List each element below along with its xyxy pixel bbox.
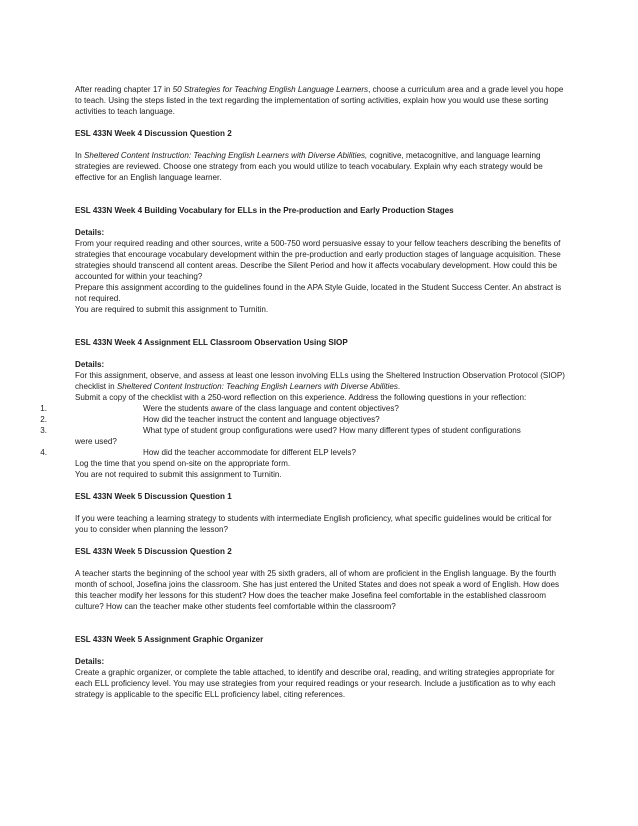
document-body	[40, 84, 565, 700]
week5-dq1-paragraph: If you were teaching a learning strategy to students with intermediate English proficiency, what specific guidelines would be critical for you to consider when planning the lesson?	[75, 514, 552, 534]
heading-week4-siop: ESL 433N Week 4 Assignment ELL Classroom Observation Using SIOP	[75, 338, 348, 347]
details-label: Details:	[75, 657, 105, 666]
heading-week4-dq2: ESL 433N Week 4 Discussion Question 2	[75, 129, 232, 138]
siop-submit-paragraph: Submit a copy of the checklist with a 250-word reflection on this experience. Address the following questions in your reflection:	[75, 393, 527, 402]
intro-paragraph: After reading chapter 17 in 50 Strategies for Teaching English Language Learners, choose a curriculum area and a grade level you hope to teach. Using the steps listed in the text regarding the implementation of sorting activities, explain how you would use these sorting activities to teach language.	[75, 85, 564, 116]
heading-week5-dq2: ESL 433N Week 5 Discussion Question 2	[75, 547, 232, 556]
book-title: 50 Strategies for Teaching English Language Learners	[172, 85, 369, 94]
details-label: Details:	[75, 360, 105, 369]
vocabulary-apa-paragraph: Prepare this assignment according to the guidelines found in the APA Style Guide, located in the Student Success Center. An abstract is not required.	[75, 283, 562, 303]
book-title: Sheltered Content Instruction: Teaching English Learners with Diverse Abilities,	[84, 151, 368, 160]
details-label: Details:	[75, 228, 105, 237]
reflection-question-list	[40, 403, 565, 458]
siop-paragraph: For this assignment, observe, and assess at least one lesson involving ELLs using the Sheltered Instruction Observation Protocol (SIOP) checklist in Sheltered Content Instruction: Teaching English Learners with Diverse Abilities.	[75, 371, 565, 391]
siop-log-paragraph: Log the time that you spend on-site on the appropriate form.	[75, 459, 291, 468]
list-item: 4. How did the teacher accommodate for different ELP levels?	[40, 448, 356, 457]
list-item: 1. Were the students aware of the class language and content objectives?	[40, 404, 399, 413]
dq2-paragraph: In Sheltered Content Instruction: Teaching English Learners with Diverse Abilities, cognitive, metacognitive, and language learning strategies are reviewed. Choose one strategy from each you would utilize to teach vocabulary. Explain why each strategy would be effective for an English language learner.	[75, 151, 543, 182]
list-item: 3. What type of student group configurations were used? How many different types of student configurations	[40, 426, 521, 435]
vocabulary-turnitin-paragraph: You are required to submit this assignment to Turnitin.	[75, 305, 269, 314]
vocabulary-paragraph: From your required reading and other sources, write a 500-750 word persuasive essay to your fellow teachers describing the benefits of strategies that encourage vocabulary development within the pre-production and early production stages of language acquisition. These strategies should transcend all content areas. Describe the Silent Period and how it affects vocabulary development. How could this be accounted for within your teaching?	[75, 239, 561, 281]
heading-week5-graphic-organizer: ESL 433N Week 5 Assignment Graphic Organizer	[75, 635, 264, 644]
heading-week4-building-vocabulary: ESL 433N Week 4 Building Vocabulary for ELLs in the Pre-production and Early Production Stages	[75, 206, 454, 215]
book-title: Sheltered Content Instruction: Teaching English Learners with Diverse Abilities	[116, 382, 398, 391]
list-item: 2. How did the teacher instruct the content and language objectives?	[40, 415, 380, 424]
siop-turnitin-paragraph: You are not required to submit this assignment to Turnitin.	[75, 470, 282, 479]
list-item-continuation: were used?	[75, 437, 117, 446]
heading-week5-dq1: ESL 433N Week 5 Discussion Question 1	[75, 492, 232, 501]
week5-dq2-paragraph: A teacher starts the beginning of the school year with 25 sixth graders, all of whom are proficient in the English language. By the fourth month of school, Josefina joins the classroom. She has just entered the United States and does not speak a word of English. How does this teacher modify her lessons for this student? How does the teacher make Josefina feel comfortable in the established classroom culture? How can the teacher make other students feel comfortable within the classroom?	[75, 569, 560, 611]
graphic-organizer-paragraph: Create a graphic organizer, or complete the table attached, to identify and describe oral, reading, and writing strategies appropriate for each ELL proficiency level. You may use strategies from your required readings or your research. Include a justification as to why each strategy is applicable to the specific ELL proficiency label, citing references.	[75, 668, 556, 699]
